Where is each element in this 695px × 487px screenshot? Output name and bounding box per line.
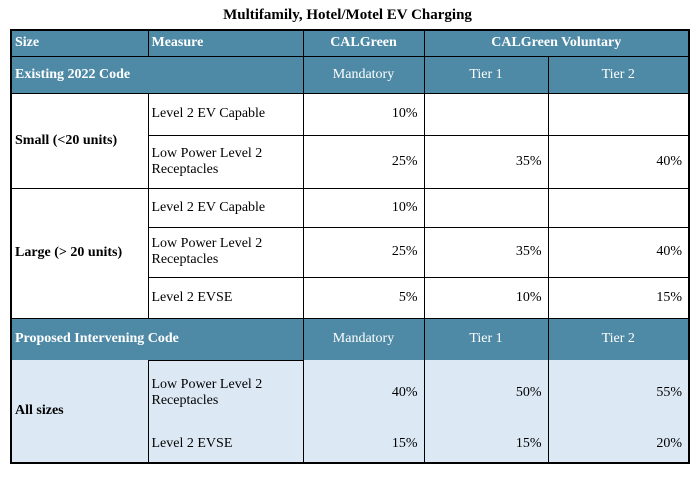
value-cell-tier2: 40% bbox=[548, 227, 689, 277]
col-header-calgreen-voluntary: CALGreen Voluntary bbox=[424, 30, 689, 56]
subheader-tier2-proposed: Tier 2 bbox=[548, 318, 689, 360]
col-header-calgreen: CALGreen bbox=[303, 30, 424, 56]
value-cell-mandatory: 5% bbox=[303, 277, 424, 318]
measure-cell: Level 2 EVSE bbox=[148, 277, 303, 318]
header-row bbox=[11, 30, 689, 56]
value-cell-mandatory: 10% bbox=[303, 93, 424, 135]
value-cell-tier2: 20% bbox=[548, 425, 689, 463]
value-cell-mandatory: 25% bbox=[303, 135, 424, 188]
measure-cell: Level 2 EVSE bbox=[148, 425, 303, 463]
value-cell-mandatory: 40% bbox=[303, 360, 424, 425]
value-cell-tier1: 50% bbox=[424, 360, 548, 425]
section-header-proposed bbox=[11, 318, 689, 360]
ev-charging-table bbox=[10, 29, 690, 464]
value-cell-tier1: 10% bbox=[424, 277, 548, 318]
subheader-mandatory-existing: Mandatory bbox=[303, 56, 424, 93]
value-cell-tier2 bbox=[548, 188, 689, 227]
measure-cell: Level 2 EV Capable bbox=[148, 93, 303, 135]
value-cell-tier1 bbox=[424, 93, 548, 135]
measure-cell: Low Power Level 2 Receptacles bbox=[148, 135, 303, 188]
table-row-small-capable bbox=[11, 93, 689, 135]
value-cell-tier2: 40% bbox=[548, 135, 689, 188]
section-title-proposed: Proposed Intervening Code bbox=[11, 318, 303, 360]
value-cell-tier1 bbox=[424, 188, 548, 227]
value-cell-tier1: 15% bbox=[424, 425, 548, 463]
subheader-tier1-existing: Tier 1 bbox=[424, 56, 548, 93]
value-cell-tier1: 35% bbox=[424, 135, 548, 188]
value-cell-mandatory: 25% bbox=[303, 227, 424, 277]
value-cell-mandatory: 15% bbox=[303, 425, 424, 463]
measure-cell: Low Power Level 2 Receptacles bbox=[148, 360, 303, 425]
value-cell-tier2: 55% bbox=[548, 360, 689, 425]
size-group-all-sizes: All sizes bbox=[11, 360, 148, 463]
section-header-existing bbox=[11, 56, 689, 93]
subheader-tier1-proposed: Tier 1 bbox=[424, 318, 548, 360]
value-cell-tier2: 15% bbox=[548, 277, 689, 318]
col-header-size: Size bbox=[11, 30, 148, 56]
table-row-allsizes-receptacles bbox=[11, 360, 689, 425]
page-title: Multifamily, Hotel/Motel EV Charging bbox=[223, 7, 472, 23]
value-cell-tier2 bbox=[548, 93, 689, 135]
value-cell-mandatory: 10% bbox=[303, 188, 424, 227]
measure-cell: Low Power Level 2 Receptacles bbox=[148, 227, 303, 277]
col-header-measure: Measure bbox=[148, 30, 303, 56]
size-group-small: Small (<20 units) bbox=[11, 93, 148, 188]
size-group-large: Large (> 20 units) bbox=[11, 188, 148, 318]
table-row-large-capable bbox=[11, 188, 689, 227]
subheader-mandatory-proposed: Mandatory bbox=[303, 318, 424, 360]
measure-cell: Level 2 EV Capable bbox=[148, 188, 303, 227]
subheader-tier2-existing: Tier 2 bbox=[548, 56, 689, 93]
section-title-existing: Existing 2022 Code bbox=[11, 56, 303, 93]
value-cell-tier1: 35% bbox=[424, 227, 548, 277]
